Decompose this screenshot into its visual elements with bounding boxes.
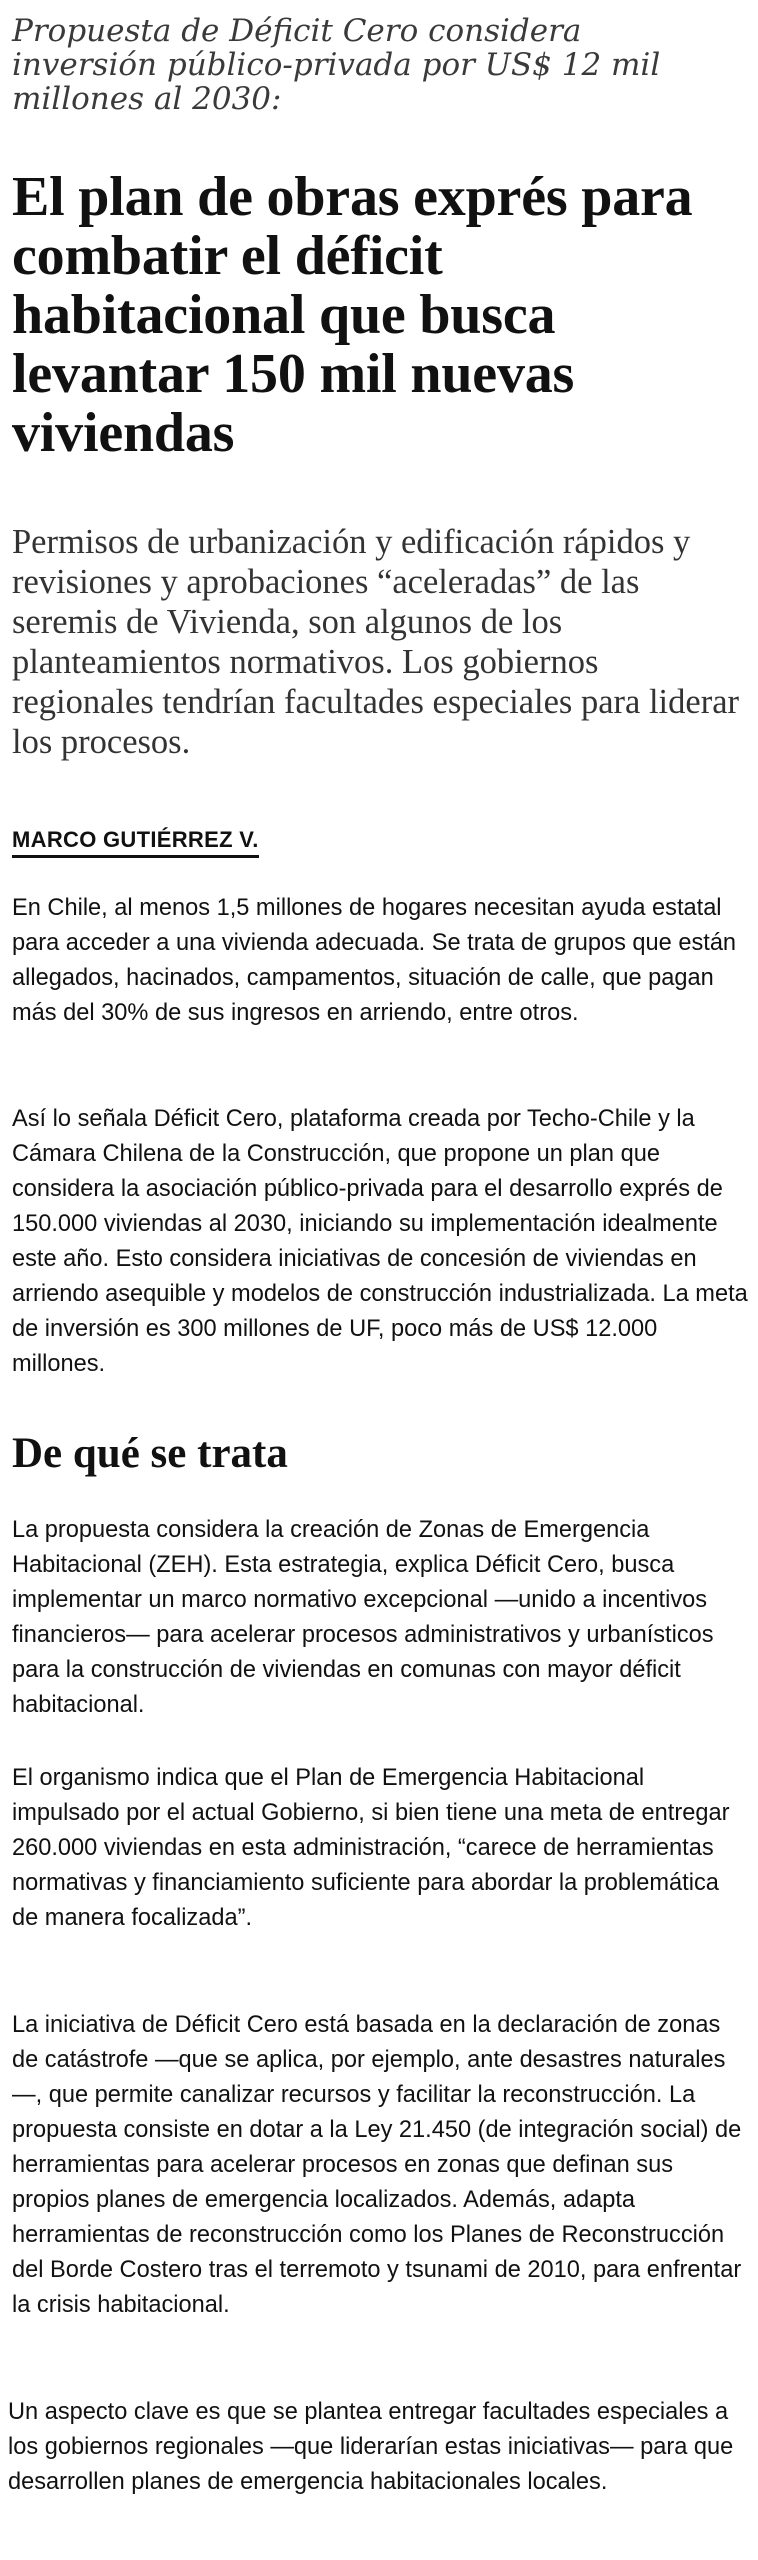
body-paragraph: El organismo indica que el Plan de Emergencia Habitacional impulsado por el actual Gobierno, si bien tiene una meta de entregar 260.000 viviendas en esta administración, “carece de herramientas normativas y financiamiento suficiente para abordar la problemática de manera focalizada”.	[12, 1765, 730, 1931]
body-paragraph: Un aspecto clave es que se plantea entregar facultades especiales a los gobiernos regionales —que liderarían estas iniciativas— para que desarrollen planes de emergencia habitacionales locales.	[8, 2399, 734, 2495]
author-byline[interactable]: MARCO GUTIÉRREZ V.	[12, 826, 259, 858]
body-paragraph: En Chile, al menos 1,5 millones de hogares necesitan ayuda estatal para acceder a una vivienda adecuada. Se trata de grupos que están allegados, hacinados, campamentos, situación de calle, que pagan más del 30% de sus ingresos en arriendo, entre otros.	[12, 895, 737, 1026]
body-paragraph: La iniciativa de Déficit Cero está basada en la declaración de zonas de catástrofe —que se aplica, por ejemplo, ante desastres naturales—, que permite canalizar recursos y facilitar la reconstrucción. La propuesta consiste en dotar a la Ley 21.450 (de integración social) de herramientas para acelerar procesos en zonas que definan sus propios planes de emergencia localizados. Además, adapta herramientas de reconstrucción como los Planes de Reconstrucción del Borde Costero tras el terremoto y tsunami de 2010, para enfrentar la crisis habitacional.	[12, 2012, 742, 2318]
section-subhead: De qué se trata	[12, 1430, 288, 1477]
article-headline: El plan de obras exprés para combatir el déficit habitacional que busca levantar 150 mil nuevas viviendas	[12, 166, 693, 464]
body-paragraph: La propuesta considera la creación de Zonas de Emergencia Habitacional (ZEH). Esta estrategia, explica Déficit Cero, busca implementar un marco normativo excepcional —unido a incentivos financieros— para acelerar procesos administrativos y urbanísticos para la construcción de viviendas en comunas con mayor déficit habitacional.	[12, 1517, 714, 1718]
body-paragraph: Así lo señala Déficit Cero, plataforma creada por Techo-Chile y la Cámara Chilena de la Construcción, que propone un plan que considera la asociación público-privada para el desarrollo exprés de 150.000 viviendas al 2030, iniciando su implementación idealmente este año. Esto considera iniciativas de concesión de viviendas en arriendo asequible y modelos de construcción industrializada. La meta de inversión es 300 millones de UF, poco más de US$ 12.000 millones.	[12, 1106, 748, 1377]
article-deck: Permisos de urbanización y edificación rápidos y revisiones y aprobaciones “aceleradas” de las seremis de Vivienda, son algunos de los planteamientos normativos. Los gobiernos regionales tendrían facultades especiales para liderar los procesos.	[12, 523, 739, 761]
article-kicker: Propuesta de Déficit Cero considera inversión público-privada por US$ 12 mil millones al 2030:	[12, 13, 661, 117]
